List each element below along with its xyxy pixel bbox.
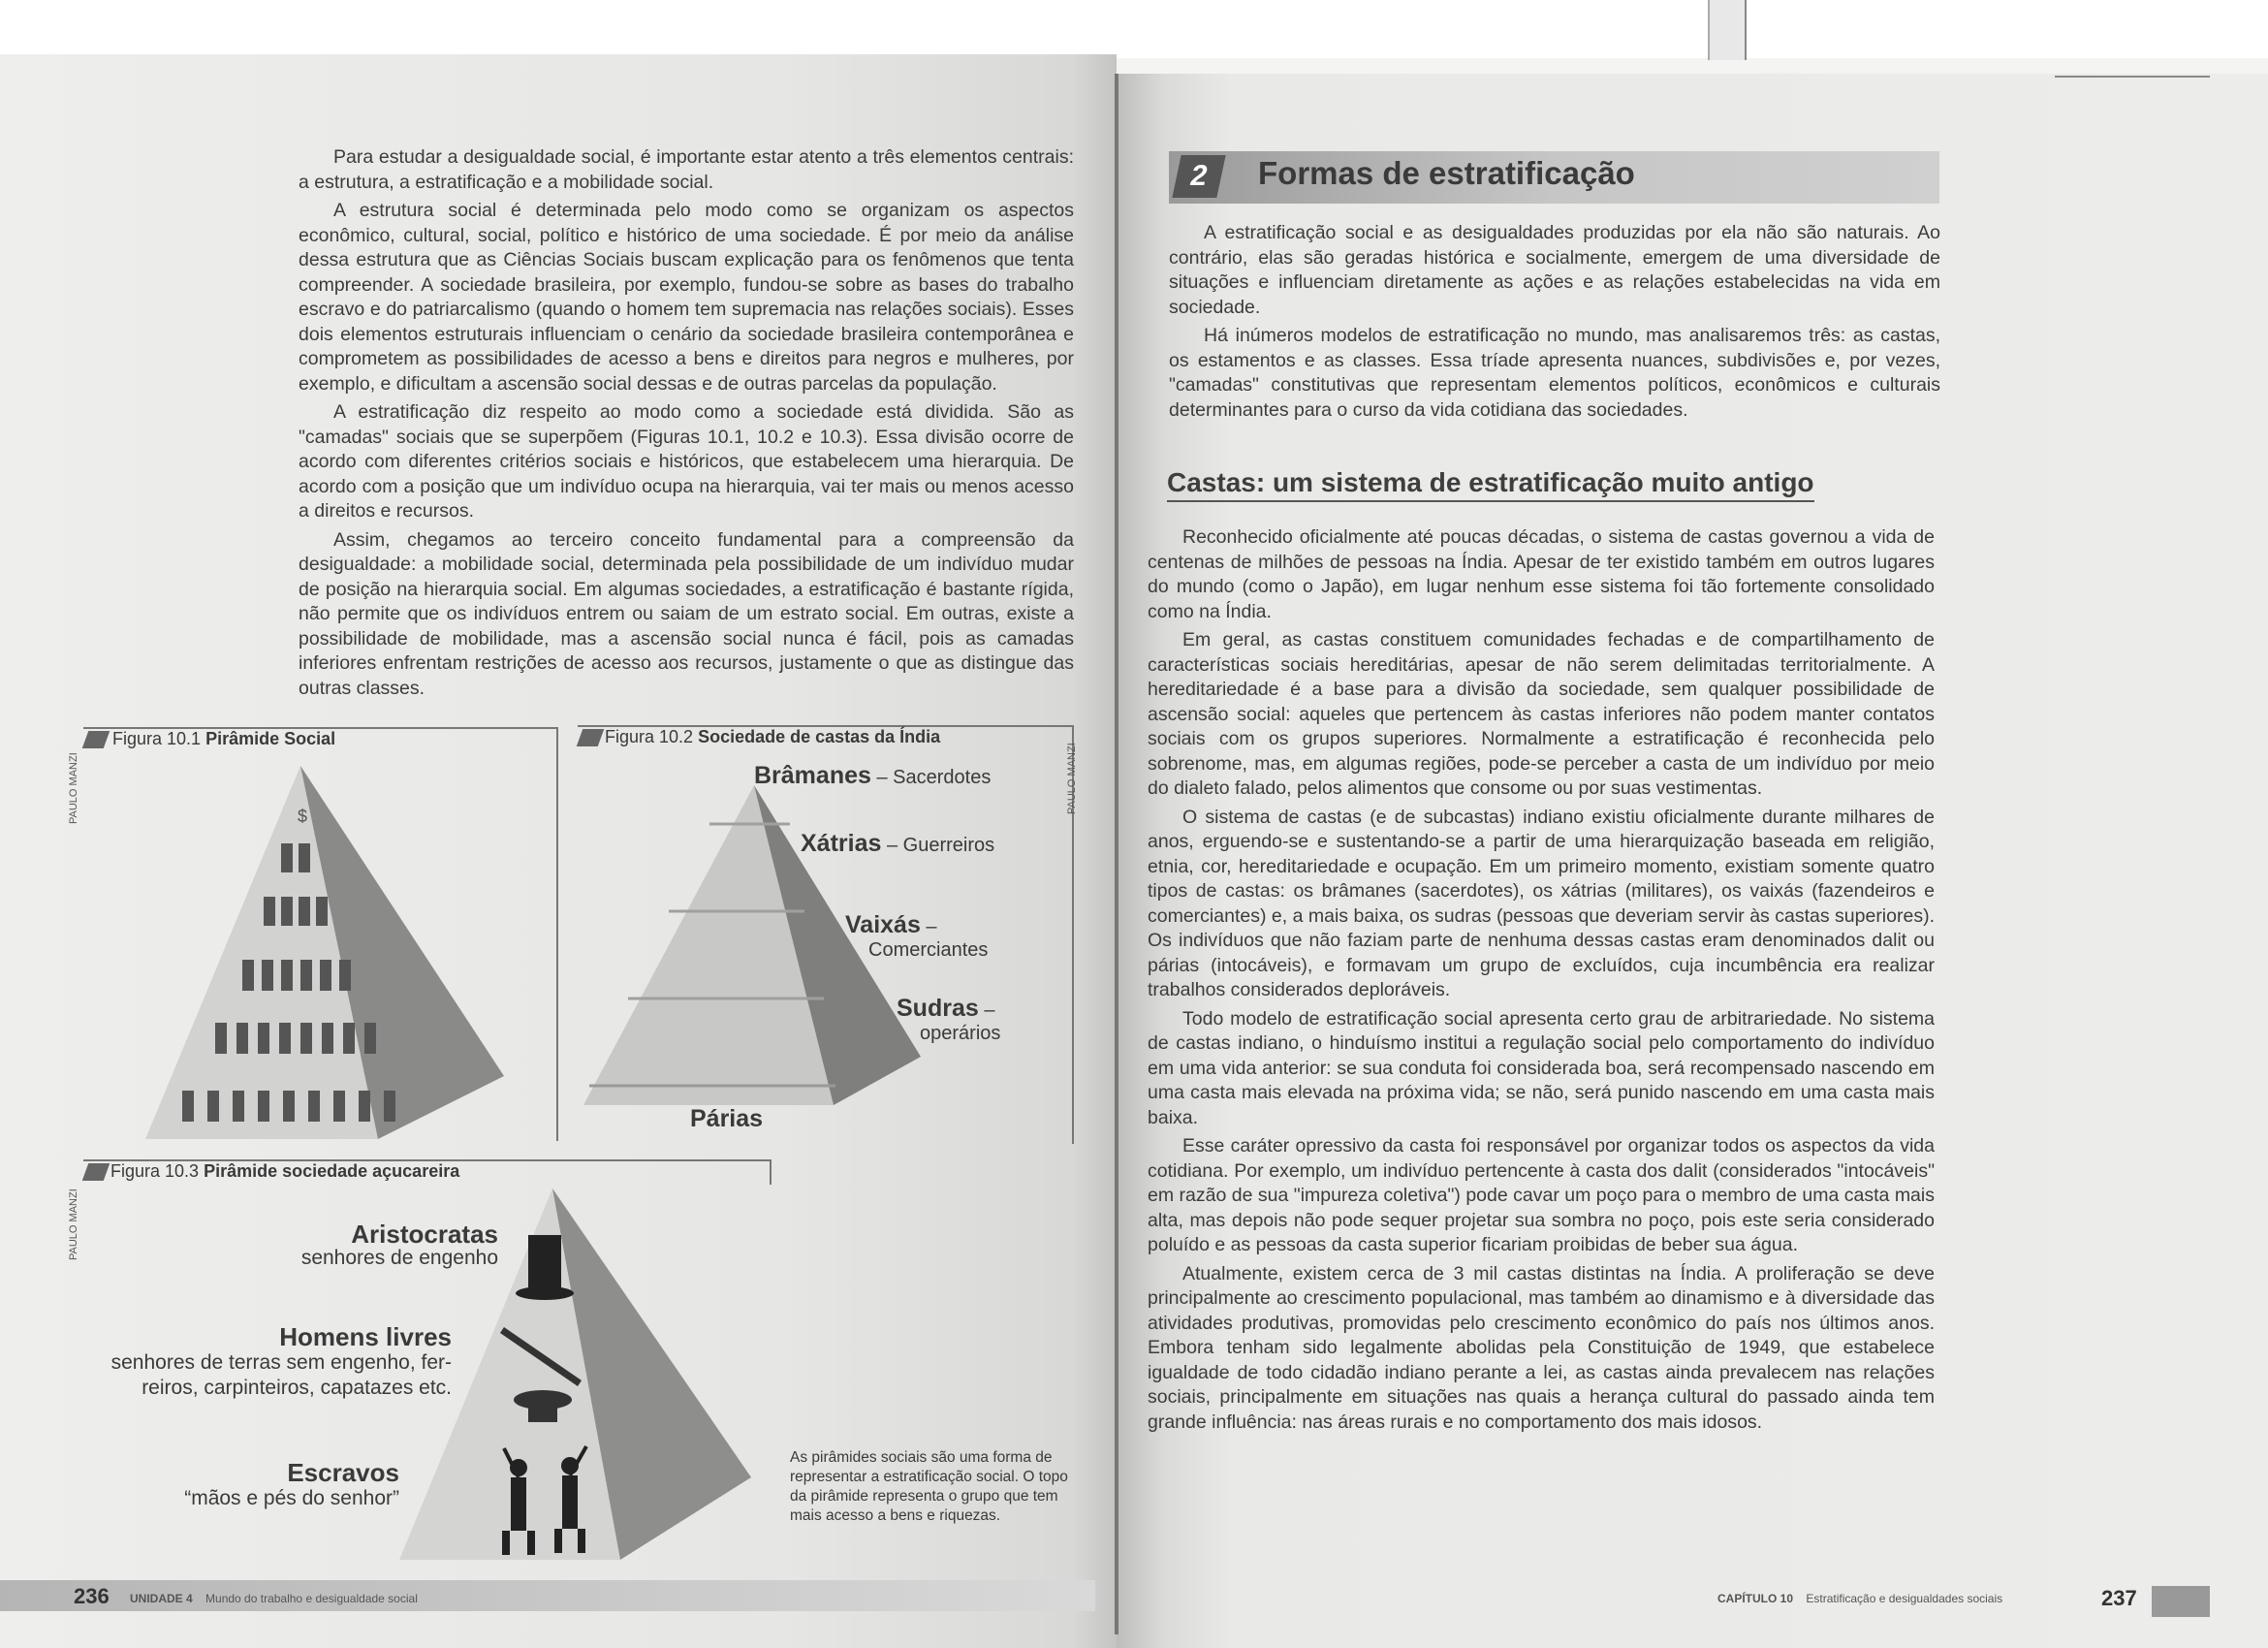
left-body-text (299, 145, 1074, 705)
paragraph: A estratificação diz respeito ao modo como a sociedade está dividida. São as "camadas" sociais que se superpõem (Figuras 10.1, 10.2 e 10.3). Essa divisão ocorre de acordo com diferentes critérios sociais e históricos, que estabelecem uma hierarquia. De acordo com a posição que um indivíduo ocupa na hierarquia, vai ter mais ou menos acesso a direitos e recursos. (299, 401, 1074, 522)
book-gutter (1115, 74, 1118, 1634)
caste-name: Párias (690, 1105, 764, 1132)
figure-label: Figura 10.1 (112, 729, 202, 748)
paragraph: A estratificação social e as desigualdades produzidas por ela não são naturais. Ao contrário, elas são geradas histórica e socialmente, emergem de uma diversidade de situações e influenciam diretamente as ações e as relações estabelecidas na vida em sociedade. (1169, 222, 1940, 318)
caste-desc: Sacerdotes (893, 767, 992, 788)
section-number: 2 (1172, 155, 1225, 198)
figure-10-3-caption (110, 1161, 459, 1182)
paragraph: Há inúmeros modelos de estratificação no mundo, mas analisaremos três: as castas, os estamentos e as classes. Essa tríade apresenta nuances, subdivisões e, por vezes, "camadas" constitutivas que representam elementos políticos, econômicos e culturais determinantes para o curso da vida cotidiana das sociedades. (1169, 325, 1940, 421)
figure-10-2-caption (605, 727, 940, 747)
level-escravos-desc: “mãos e pés do senhor” (184, 1487, 399, 1509)
figure-10-1-caption (112, 729, 335, 749)
caste-name: Vaixás (845, 911, 921, 938)
paragraph: Para estudar a desigualdade social, é importante estar atento a três elementos centrais: a estrutura, a estratificação e a mobilidade social. (299, 146, 1074, 193)
figure-title: Pirâmide sociedade açucareira (204, 1161, 460, 1181)
caste-name: Sudras (897, 995, 979, 1022)
people-row-5 (182, 1091, 395, 1122)
caste-desc: operários (920, 1023, 1001, 1044)
right-footer-bar (2152, 1586, 2210, 1617)
chapter-title: Estratificação e desigualdades sociais (1806, 1592, 2003, 1605)
caste-name: Xátrias (801, 830, 882, 857)
right-intro-text (1169, 221, 1940, 427)
page-number-left: 236 (74, 1584, 110, 1608)
figure-title: Sociedade de castas da Índia (698, 727, 941, 746)
paragraph: O sistema de castas (e de subcastas) indiano existiu oficialmente durante milhares de anos, erguendo-se e sustentando-se a partir de uma hierarquização baseada em religião, etnia, cor, hereditariedade e ocupação. Em um primeiro momento, existiam somente quatro tipos de castas: os brâmanes (sacerdotes), os xátrias (militares), os vaixás (fazendeiros e comerciantes) e, a mais baixa, os sudras (pessoas que deveriam servir às castas superiores). Os indivíduos que não faziam parte de nenhuma dessas castas eram denominados dalit ou párias (intocáveis), e formavam um grupo de excluídos, cuja incumbência era realizar trabalhos considerados deploráveis. (1148, 806, 1935, 1000)
footer-unit (130, 1592, 418, 1605)
level-aristocratas-desc: senhores de engenho (300, 1247, 498, 1269)
figure-title: Pirâmide Social (205, 729, 336, 748)
scan-background (0, 0, 2268, 58)
caste-parias (690, 1105, 763, 1133)
top-rule-right (2055, 76, 2210, 78)
paragraph: Todo modelo de estratificação social apresenta certo grau de arbitrariedade. No sistema de castas indiano, o hinduísmo institui a regulação social pelo comportamento do indivíduo em uma vida anterior: se sua conduta foi considerada boa, será recompensado nascendo em uma casta mais elevada na próxima vida; se não, será punido nascendo em uma casta mais baixa. (1148, 1007, 1935, 1128)
footer-chapter (1717, 1592, 2002, 1605)
level-escravos: Escravos (287, 1458, 399, 1487)
photo-credit: PAULO MANZI (68, 752, 79, 824)
paragraph: A estrutura social é determinada pelo modo como se organizam os aspectos econômico, cultural, social, político e histórico de uma sociedade. É por meio da análise dessa estrutura que as Ciências Sociais buscam explicação para os fenômenos que tenta compreender. A sociedade brasileira, por exemplo, fundou-se sobre as bases do trabalho escravo e do patriarcalismo (quando o homem tem supremacia nas relações sociais). Esses dois elementos estruturais influenciam o cenário da sociedade brasileira contemporânea e comprometem as possibilidades de acesso a bens e direitos para negros e mulheres, por exemplo, e dificultam a ascensão social dessas e de outras parcelas da população. (299, 200, 1074, 395)
pyramid-side-note: As pirâmides sociais são uma forma de representar a estratificação social. O topo da pirâmide representa o grupo que tem mais acesso a bens e riquezas. (790, 1449, 1068, 1524)
section-title: Formas de estratificação (1258, 155, 1635, 191)
level-aristocratas: Aristocratas (351, 1220, 498, 1249)
paragraph: Atualmente, existem cerca de 3 mil castas distintas na Índia. A proliferação se deve principalmente ao crescimento populacional, mas também ao dinamismo e à diversidade das atividades produtivas, promovidas pelo crescimento econômico do país nos últimos anos. Embora tenham sido legalmente abolidas pela Constituição de 1949, que estabelece igualdade de todo cidadão indiano perante a lei, as castas ainda prevalecem nas relações sociais, principalmente em situações nas quais a herança cultural do passado ainda tem grande influência: nas áreas rurais e no comportamento dos mais idosos. (1148, 1262, 1935, 1433)
unit-title: Mundo do trabalho e desigualdade social (205, 1592, 418, 1605)
caste-sudras: Sudras – operários (897, 995, 1001, 1044)
chapter-label: CAPÍTULO 10 (1717, 1592, 1794, 1605)
level-homens-livres-desc-1: senhores de terras sem engenho, fer- (110, 1351, 452, 1374)
photo-credit: PAULO MANZI (68, 1188, 79, 1260)
scanner-edge (1708, 0, 1747, 60)
social-pyramid-illustration (145, 756, 514, 1144)
level-homens-livres-desc-2: reiros, carpinteiros, capatazes etc. (142, 1377, 452, 1399)
right-body-text (1148, 525, 1935, 1439)
unit-label: UNIDADE 4 (130, 1592, 193, 1605)
caste-vaixas: Vaixás – Comerciantes (845, 911, 989, 961)
figure-label: Figura 10.3 (110, 1161, 200, 1181)
photo-credit: PAULO MANZI (1066, 743, 1078, 814)
caste-bramanes: Brâmanes – Sacerdotes (754, 762, 992, 789)
figure-label: Figura 10.2 (605, 727, 694, 746)
page-number-right: 237 (2101, 1586, 2137, 1610)
paragraph: Assim, chegamos ao terceiro conceito fundamental para a compreensão da desigualdade: a mobilidade social, determinada pela possibilidade de um indivíduo mudar de posição na hierarquia social. Em algumas sociedades, a estratificação é bastante rígida, não permite que os indivíduos entrem ou saiam de um estrato social. Em outras, existe a possibilidade de mobilidade, mas a ascensão social nunca é fácil, pois as camadas inferiores enfrentam restrições de acesso aos recursos, justamente o que as distingue das outras classes. (299, 528, 1074, 699)
caste-desc: Comerciantes (868, 939, 989, 961)
level-homens-livres: Homens livres (279, 1322, 452, 1351)
caste-xatrias: Xátrias – Guerreiros (801, 830, 995, 857)
paragraph: Em geral, as castas constituem comunidades fechadas e de compartilhamento de características sociais hereditárias, apesar de não serem delimitadas territorialmente. A hereditariedade é a base para a divisão da sociedade, sem qualquer possibilidade de ascensão social: aqueles que pertencem às castas inferiores não podem manter contatos sociais com os grupos superiores. Normalmente a estratificação é reconhecida pelo sobrenome, mas, em algumas regiões, pode-se perceber a casta de um indivíduo por meio do dialeto falado, pelos alimentos que consome ou por suas vestimentas. (1148, 629, 1935, 799)
paragraph: Esse caráter opressivo da casta foi responsável por organizar todos os aspectos da vida cotidiana. Por exemplo, um indivíduo pertencente à casta dos dalit (considerados "intocáveis" em razão de sua "impureza coletiva") pode cavar um poço para o membro de uma casta mais alta, mas depois não pode sequer projetar sua sombra no poço, pois este seria considerado poluído e as pessoas da casta superior ficariam proibidas de beber sua água. (1148, 1135, 1935, 1255)
dollar-symbol: $ (298, 807, 308, 826)
caste-name: Brâmanes (754, 762, 871, 789)
subheading-castas: Castas: um sistema de estratificação muito antigo (1167, 467, 1814, 502)
paragraph: Reconhecido oficialmente até poucas décadas, o sistema de castas governou a vida de centenas de milhões de pessoas na Índia. Apesar de ter existido também em outros lugares do mundo (como o Japão), em lugar nenhum esse sistema foi tão fortemente consolidado como na Índia. (1148, 526, 1935, 622)
caste-desc: Guerreiros (902, 835, 995, 856)
